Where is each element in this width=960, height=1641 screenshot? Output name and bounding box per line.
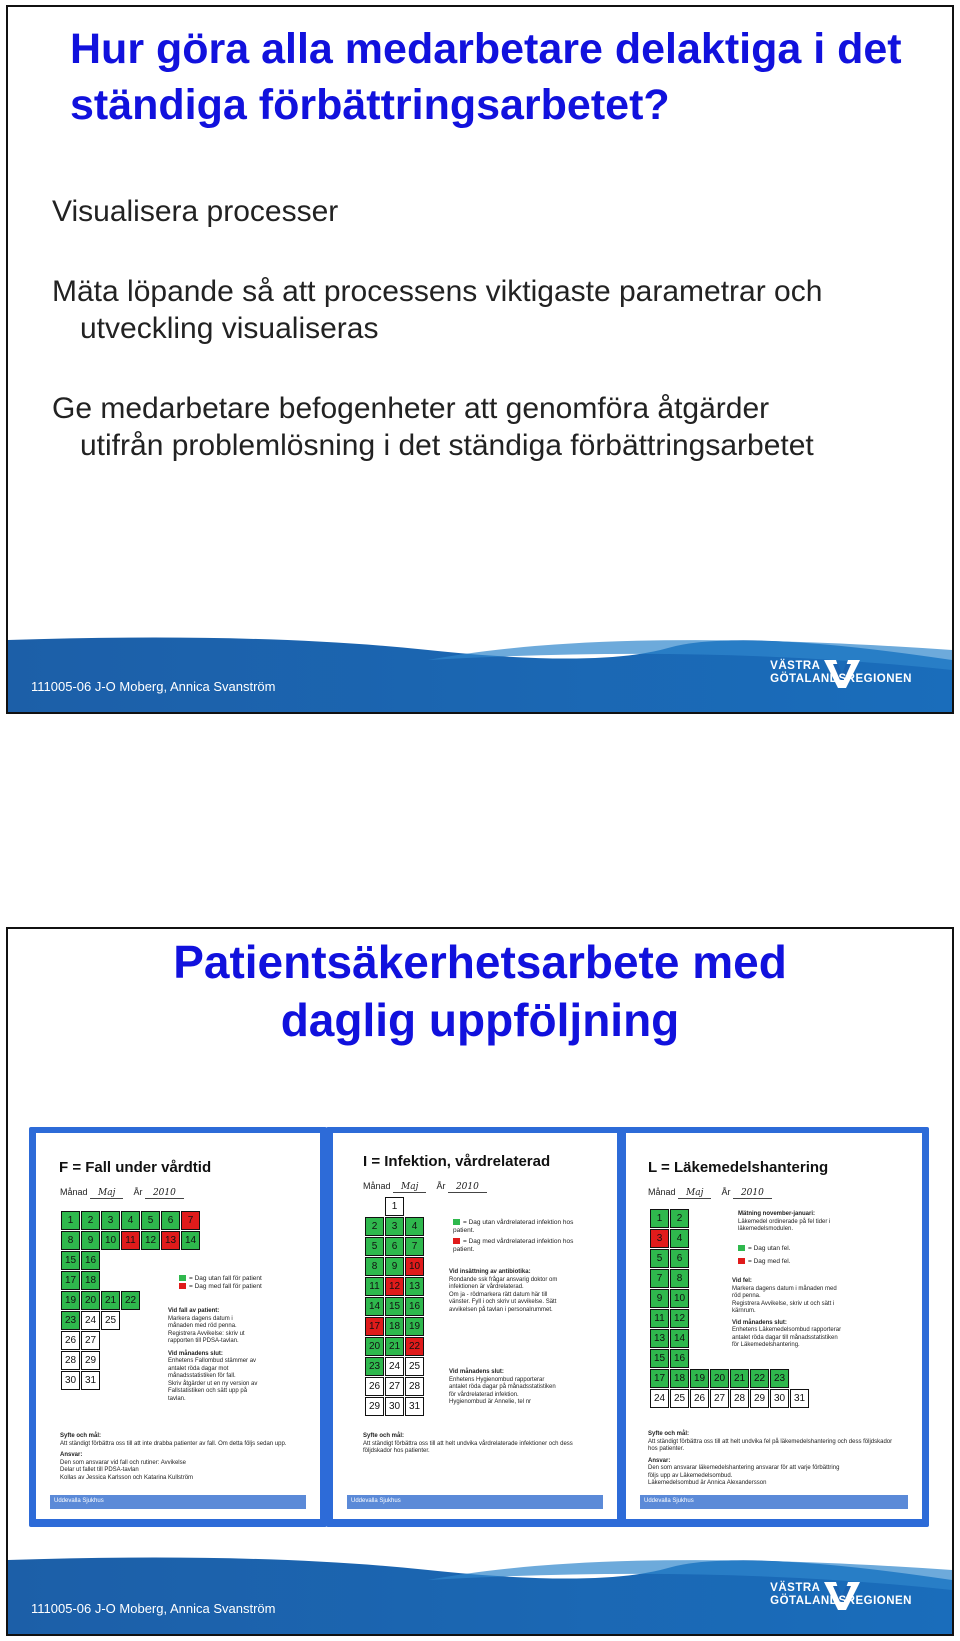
bullet-2-text: Mäta löpande så att processens viktigaste parametrar och	[52, 275, 823, 308]
card-infektion-footer: Uddevalla Sjukhus	[347, 1495, 603, 1509]
notes-infektion: Vid insättning av antibiotika: Rondande ssk frågar ansvarig doktor om infektionen är vårdrelaterad. Om ja - rödmarkera rätt datum här till vänster. Fyll i och skriv ut avvikelse. Sätt avvikelsen på tavlan i personalrummet.	[449, 1269, 558, 1313]
card-infektion-meta: Månad Maj År 2010	[363, 1181, 487, 1192]
slide-2-title: Patientsäkerhetsarbete med daglig uppföljning	[173, 936, 787, 1046]
notes-infektion-month: Vid månadens slut: Enhetens Hygienombud rapporterar antalet röda dagar på månadsstatistiken för vårdrelaterad infektion. Hygienombud är Annelie, tel nr	[449, 1369, 556, 1405]
card-fall-title: F = Fall under vårdtid	[59, 1159, 212, 1176]
slide-1-footer	[8, 630, 952, 712]
card-fall-footer: Uddevalla Sjukhus	[50, 1495, 306, 1509]
slide-1-title: Hur göra alla medarbetare delaktiga i det ständiga förbättringsarbetet?	[70, 25, 902, 129]
vgr-logo-text-2: VÄSTRA GÖTALANDSREGIONEN	[770, 1582, 912, 1607]
slide-1	[6, 5, 954, 714]
bullet-3	[52, 390, 932, 464]
bullet-2-cont: utveckling visualiseras	[80, 312, 379, 345]
card-fall-meta: Månad Maj År 2010	[60, 1187, 184, 1198]
legend-infektion: = Dag utan vårdrelaterad infektion hos patient. = Dag med vårdrelaterad infektion hos patient.	[453, 1219, 574, 1253]
footer-credit-2: 111005-06 J-O Moberg, Annica Svanström	[31, 1601, 276, 1616]
purpose-lakemedel: Syfte och mål: Att ständigt förbättra oss till att helt undvika fel på läkemedelshantering och dess följdskador hos patienter. Ansvar: Den som ansvarar läkemedelshantering ansvarar för att varje förbättring följs upp av Läkemedelsombud. Läkemedelsombud är Annica Alexandersson	[648, 1431, 893, 1486]
bullet-1-text: Visualisera processer	[52, 195, 339, 228]
card-lakemedel-meta: Månad Maj År 2010	[648, 1187, 772, 1198]
vgr-logo-text: VÄSTRA GÖTALANDSREGIONEN	[770, 660, 912, 685]
footer-credit: 111005-06 J-O Moberg, Annica Svanström	[31, 679, 276, 694]
card-fall: F = Fall under vårdtid Månad Maj År 2010 1 2 3 4 5 6 7 8 9 10 11 12 13 14 15 16 17 18 19 20 21 22 23 24 25 26 27 28 29 30 31 = Dag utan fall för patient = Dag med fall för patient Vid fall av patient: Markera dagens datum i månaden med röd penna. Registrera Avvikelse: skriv ut rapporten till PDSA-tavlan. Vid månadens slut: Enhetens Fallombud stämmer av antalet röda dagar mot månadsstatistiken för fall. Skriv åtgärder ut en ny version av Fallstatistiken och sätt upp på tavlan. Syfte och mål: Att ständigt förbättra oss till att inte drabba patienter av fall. Om detta följs sedan upp. Ansvar: Den som ansvarar vid fall och rutiner: Avvikelse Delar ut fallet till PDSA-tavlan Kollas av Jessica Karlsson och Katarina Kullström Uddevalla Sjukhus	[29, 1127, 327, 1527]
notes-lakemedel: Vid fel: Markera dagens datum i månaden med röd penna. Registrera Avvikelse, skriv ut och sätt i kärnrum. Vid månadens slut: Enhetens Läkemedelsombud rapporterar antalet röda dagar till månadsstatistiken för Läkemedelshantering.	[732, 1278, 842, 1348]
bullet-1	[52, 193, 932, 230]
card-infektion: I = Infektion, vårdrelaterad Månad Maj År 2010 1 2 3 4 5 6 7 8 9 10 11 12 13 14 15 16 17 18 19 20 21 22 23 24 25 26 27 28 29 30 31 = Dag utan vårdrelaterad infektion hos patient. = Dag med vårdrelaterad infektion hos patient. Vid insättning av antibiotika: Rondande ssk frågar ansvarig doktor om infektionen är vårdrelaterad. Om ja - rödmarkera rätt datum här till vänster. Fyll i och skriv ut avvikelse. Sätt avvikelsen på tavlan i personalrummet. Vid månadens slut: Enhetens Hygienombud rapporterar antalet röda dagar på månadsstatistiken för vårdrelaterad infektion. Hygienombud är Annelie, tel nr Syfte och mål: Att ständigt förbättra oss till att helt undvika vårdrelaterade infektioner och dess följdskador hos patienter. Uddevalla Sjukhus	[326, 1127, 624, 1527]
purpose-fall: Syfte och mål: Att ständigt förbättra oss till att inte drabba patienter av fall. Om detta följs sedan upp. Ansvar: Den som ansvarar vid fall och rutiner: Avvikelse Delar ut fallet till PDSA-tavlan Kollas av Jessica Karlsson och Katarina Kullström	[60, 1433, 287, 1481]
legend-lakemedel: = Dag utan fel. = Dag med fel.	[738, 1245, 790, 1266]
notes-lakemedel-top: Mätning november-januari: Läkemedel ordinerade på fel tider i läkemedelsmodulen.	[738, 1211, 831, 1232]
bullet-3-text: Ge medarbetare befogenheter att genomföra åtgärder	[52, 392, 770, 425]
card-infektion-title: I = Infektion, vårdrelaterad	[363, 1153, 551, 1170]
card-lakemedel-footer: Uddevalla Sjukhus	[640, 1495, 908, 1509]
slide-2-footer	[8, 1552, 952, 1634]
card-lakemedel: L = Läkemedelshantering Månad Maj År 2010 1 2 3 4 5 6 7 8 9 10 11 12 13 14 15 16 17 18 19 20 21 22 23 24 25 26 27 28 29 30 31 Mätning november-januari: Läkemedel ordinerade på fel tider i läkemedelsmodulen. = Dag utan fel. = Dag med fel. Vid fel: Markera dagens datum i månaden med röd penna. Registrera Avvikelse, skriv ut och sätt i kärnrum. Vid månadens slut: Enhetens Läkemedelsombud rapporterar antalet röda dagar till månadsstatistiken för Läkemedelshantering. Syfte och mål: Att ständigt förbättra oss till att helt undvika fel på läkemedelshantering och dess följdskador hos patienter. Ansvar: Den som ansvarar läkemedelshantering ansvarar för att varje förbättring följs upp av Läkemedelsombud. Läkemedelsombud är Annica Alexandersson Uddevalla Sjukhus	[619, 1127, 929, 1527]
slide-2	[6, 927, 954, 1636]
bullet-2	[52, 273, 932, 347]
legend-fall: = Dag utan fall för patient = Dag med fall för patient	[179, 1275, 262, 1291]
bullet-3-cont: utifrån problemlösning i det ständiga förbättringsarbetet	[80, 429, 814, 462]
card-lakemedel-title: L = Läkemedelshantering	[648, 1159, 829, 1176]
notes-fall: Vid fall av patient: Markera dagens datum i månaden med röd penna. Registrera Avvikelse: skriv ut rapporten till PDSA-tavlan. Vid månadens slut: Enhetens Fallombud stämmer av antalet röda dagar mot månadsstatistiken för fall. Skriv åtgärder ut en ny version av Fallstatistiken och sätt upp på tavlan.	[168, 1308, 258, 1402]
purpose-infektion: Syfte och mål: Att ständigt förbättra oss till att helt undvika vårdrelaterade infektioner och dess följdskador hos patienter.	[363, 1433, 573, 1454]
